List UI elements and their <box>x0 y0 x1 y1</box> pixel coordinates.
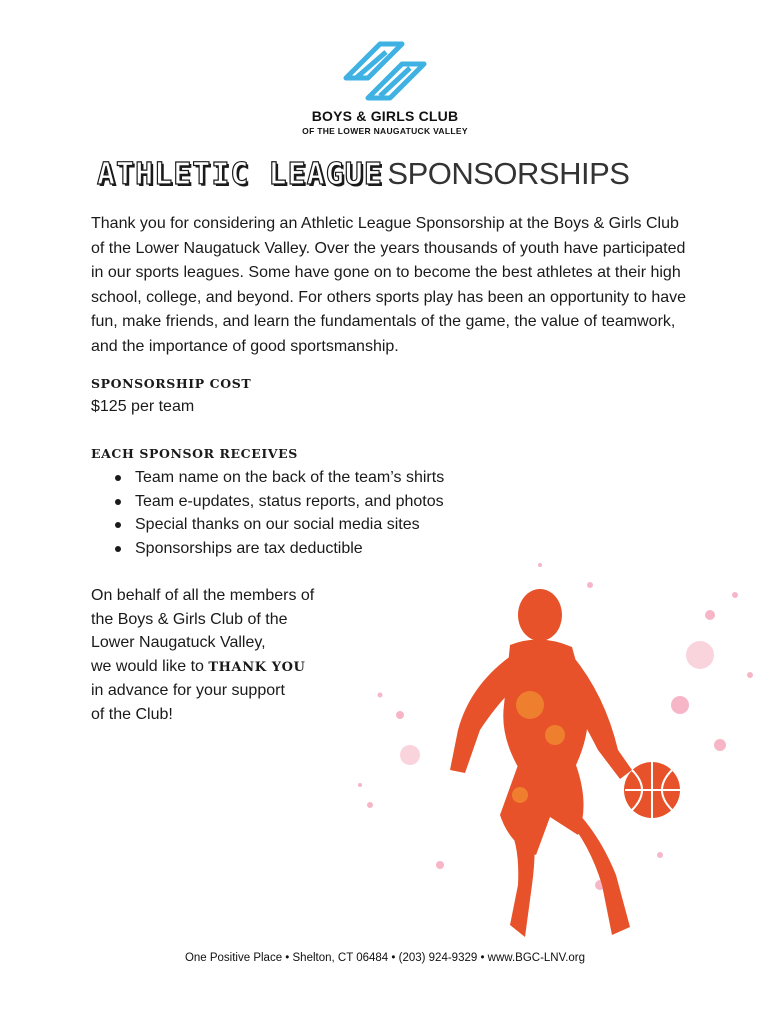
closing-line: of the Club! <box>91 705 173 723</box>
cost-heading: SPONSORSHIP COST <box>91 376 252 391</box>
closing-line: On behalf of all the members of <box>91 587 315 604</box>
closing-message <box>91 584 314 726</box>
intro-paragraph: Thank you for considering an Athletic League Sponsorship at the Boys & Girls Club of the Lower Naugatuck Valley. Over the years thousands of youth have participated in our sports leagues. Some have gone on to become the best athletes at their high school, college, and beyond. For others sports play has been an opportunity to have fun, make friends, and learn the fundamentals of the game, the value of teamwork, and the importance of good sportsmanship. <box>91 215 687 355</box>
thank-you-emphasis: THANK YOU <box>208 659 306 675</box>
org-subtitle: OF THE LOWER NAUGATUCK VALLEY <box>302 126 468 136</box>
cost-value: $125 per team <box>91 398 195 415</box>
title-light: SPONSORSHIPS <box>387 156 630 191</box>
closing-line: Lower Naugatuck Valley, <box>91 634 266 651</box>
receives-heading: EACH SPONSOR RECEIVES <box>91 446 298 461</box>
closing-line <box>91 655 314 680</box>
footer-contact: One Positive Place • Shelton, CT 06484 • (203) 924-9329 • www.BGC-LNV.org <box>184 952 586 964</box>
benefits-list <box>112 466 444 560</box>
closing-line: in advance for your support <box>91 682 285 699</box>
page-title <box>97 156 629 192</box>
hands-logo-icon <box>340 38 430 104</box>
org-name: BOYS & GIRLS CLUB <box>311 108 459 124</box>
list-item: Team e-updates, status reports, and photos <box>112 490 444 514</box>
title-bold: ATHLETIC LEAGUE <box>97 157 383 192</box>
list-item: Team name on the back of the team’s shirts <box>112 466 444 490</box>
list-item: Sponsorships are tax deductible <box>112 537 444 561</box>
closing-line: the Boys & Girls Club of the <box>91 610 288 628</box>
club-logo <box>0 38 770 136</box>
closing-prefix: we would like to <box>91 657 209 675</box>
basketball-player-illustration <box>340 555 770 955</box>
list-item: Special thanks on our social media sites <box>112 513 444 537</box>
